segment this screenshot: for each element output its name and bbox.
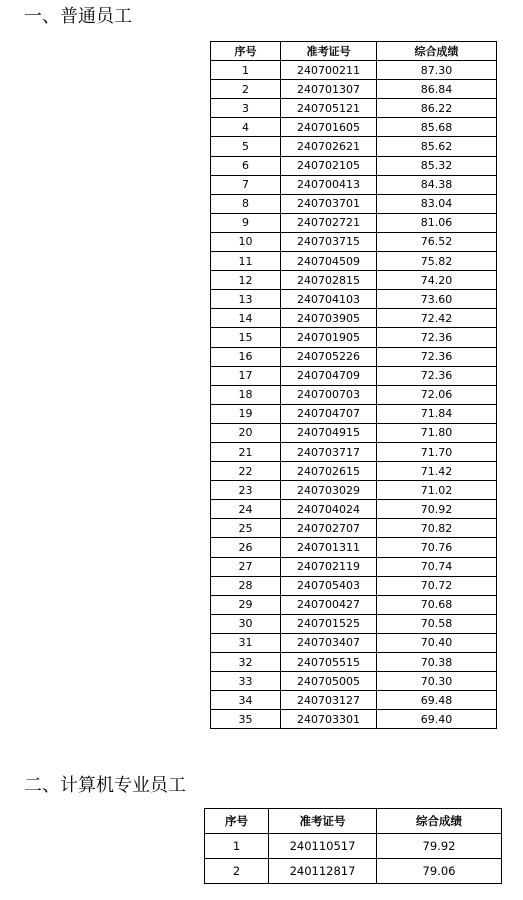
cell-composite-score: 71.80 <box>377 423 497 442</box>
cell-composite-score: 85.62 <box>377 137 497 156</box>
table-row <box>211 61 497 80</box>
table-row <box>211 118 497 137</box>
cell-composite-score: 72.36 <box>377 347 497 366</box>
header-serial-number: 序号 <box>211 42 281 61</box>
table-row <box>211 366 497 385</box>
cell-ticket-number: 240700211 <box>281 61 377 80</box>
table-row <box>211 633 497 652</box>
cell-composite-score: 70.74 <box>377 557 497 576</box>
cell-serial-number: 6 <box>211 156 281 175</box>
cell-ticket-number: 240704103 <box>281 290 377 309</box>
cell-serial-number: 30 <box>211 614 281 633</box>
cell-composite-score: 74.20 <box>377 271 497 290</box>
table-row <box>211 481 497 500</box>
section-title-computer-staff: 二、计算机专业员工 <box>24 775 186 796</box>
cell-composite-score: 72.06 <box>377 385 497 404</box>
table-row <box>211 309 497 328</box>
cell-ticket-number: 240703029 <box>281 481 377 500</box>
cell-ticket-number: 240703717 <box>281 442 377 461</box>
cell-serial-number: 11 <box>211 252 281 271</box>
cell-ticket-number: 240110517 <box>269 834 377 859</box>
cell-ticket-number: 240700703 <box>281 385 377 404</box>
table-row <box>211 423 497 442</box>
cell-composite-score: 81.06 <box>377 213 497 232</box>
cell-composite-score: 71.84 <box>377 404 497 423</box>
cell-ticket-number: 240701311 <box>281 538 377 557</box>
table-header-row <box>211 42 497 61</box>
table-row <box>211 576 497 595</box>
table-row <box>211 328 497 347</box>
cell-composite-score: 70.40 <box>377 633 497 652</box>
cell-ticket-number: 240705121 <box>281 99 377 118</box>
table-row <box>205 859 502 884</box>
cell-ticket-number: 240704709 <box>281 366 377 385</box>
cell-ticket-number: 240703407 <box>281 633 377 652</box>
table-row <box>211 80 497 99</box>
section-title-general-staff: 一、普通员工 <box>24 6 132 27</box>
cell-composite-score: 70.68 <box>377 595 497 614</box>
cell-ticket-number: 240702707 <box>281 519 377 538</box>
table-row <box>211 404 497 423</box>
table-row <box>211 347 497 366</box>
cell-ticket-number: 240703301 <box>281 710 377 729</box>
cell-composite-score: 69.40 <box>377 710 497 729</box>
cell-serial-number: 33 <box>211 672 281 691</box>
cell-ticket-number: 240702615 <box>281 462 377 481</box>
cell-serial-number: 2 <box>211 80 281 99</box>
table-row <box>211 672 497 691</box>
table-row <box>211 557 497 576</box>
cell-serial-number: 2 <box>205 859 269 884</box>
table-row <box>211 213 497 232</box>
header-serial-number: 序号 <box>205 809 269 834</box>
table-row <box>211 290 497 309</box>
cell-composite-score: 70.72 <box>377 576 497 595</box>
cell-ticket-number: 240702815 <box>281 271 377 290</box>
cell-composite-score: 84.38 <box>377 175 497 194</box>
cell-serial-number: 20 <box>211 423 281 442</box>
cell-composite-score: 71.70 <box>377 442 497 461</box>
table-row <box>211 710 497 729</box>
cell-ticket-number: 240703701 <box>281 194 377 213</box>
cell-composite-score: 69.48 <box>377 691 497 710</box>
table-row <box>211 232 497 251</box>
cell-serial-number: 17 <box>211 366 281 385</box>
cell-serial-number: 34 <box>211 691 281 710</box>
cell-composite-score: 72.42 <box>377 309 497 328</box>
table-row <box>211 519 497 538</box>
general-staff-table-body <box>211 61 497 729</box>
cell-serial-number: 31 <box>211 633 281 652</box>
cell-ticket-number: 240704509 <box>281 252 377 271</box>
cell-ticket-number: 240701525 <box>281 614 377 633</box>
cell-serial-number: 12 <box>211 271 281 290</box>
cell-serial-number: 28 <box>211 576 281 595</box>
table-row <box>211 653 497 672</box>
cell-serial-number: 29 <box>211 595 281 614</box>
cell-serial-number: 27 <box>211 557 281 576</box>
cell-ticket-number: 240700427 <box>281 595 377 614</box>
cell-serial-number: 10 <box>211 232 281 251</box>
table-row <box>211 175 497 194</box>
cell-ticket-number: 240112817 <box>269 859 377 884</box>
cell-composite-score: 72.36 <box>377 366 497 385</box>
cell-composite-score: 70.92 <box>377 500 497 519</box>
table-row <box>211 614 497 633</box>
table-row <box>211 194 497 213</box>
header-composite-score: 综合成绩 <box>377 42 497 61</box>
cell-composite-score: 70.76 <box>377 538 497 557</box>
cell-ticket-number: 240705005 <box>281 672 377 691</box>
table-row <box>211 595 497 614</box>
cell-serial-number: 1 <box>211 61 281 80</box>
cell-composite-score: 70.38 <box>377 653 497 672</box>
cell-serial-number: 19 <box>211 404 281 423</box>
cell-ticket-number: 240700413 <box>281 175 377 194</box>
cell-serial-number: 8 <box>211 194 281 213</box>
cell-serial-number: 14 <box>211 309 281 328</box>
cell-ticket-number: 240703905 <box>281 309 377 328</box>
cell-ticket-number: 240703127 <box>281 691 377 710</box>
cell-composite-score: 76.52 <box>377 232 497 251</box>
table-row <box>211 99 497 118</box>
cell-composite-score: 86.22 <box>377 99 497 118</box>
cell-ticket-number: 240701905 <box>281 328 377 347</box>
cell-composite-score: 70.30 <box>377 672 497 691</box>
cell-serial-number: 13 <box>211 290 281 309</box>
cell-composite-score: 86.84 <box>377 80 497 99</box>
cell-composite-score: 83.04 <box>377 194 497 213</box>
cell-serial-number: 22 <box>211 462 281 481</box>
table-row <box>211 252 497 271</box>
cell-ticket-number: 240704024 <box>281 500 377 519</box>
cell-serial-number: 23 <box>211 481 281 500</box>
cell-serial-number: 32 <box>211 653 281 672</box>
cell-ticket-number: 240702119 <box>281 557 377 576</box>
computer-staff-table-body <box>205 834 502 884</box>
cell-serial-number: 5 <box>211 137 281 156</box>
cell-serial-number: 35 <box>211 710 281 729</box>
cell-serial-number: 1 <box>205 834 269 859</box>
cell-serial-number: 18 <box>211 385 281 404</box>
table-row <box>211 500 497 519</box>
cell-ticket-number: 240702621 <box>281 137 377 156</box>
cell-ticket-number: 240704915 <box>281 423 377 442</box>
table-row <box>211 156 497 175</box>
cell-ticket-number: 240704707 <box>281 404 377 423</box>
cell-ticket-number: 240703715 <box>281 232 377 251</box>
cell-composite-score: 70.82 <box>377 519 497 538</box>
header-ticket-number: 准考证号 <box>269 809 377 834</box>
cell-composite-score: 71.02 <box>377 481 497 500</box>
cell-ticket-number: 240701605 <box>281 118 377 137</box>
cell-serial-number: 3 <box>211 99 281 118</box>
cell-serial-number: 16 <box>211 347 281 366</box>
cell-serial-number: 26 <box>211 538 281 557</box>
cell-serial-number: 24 <box>211 500 281 519</box>
cell-composite-score: 85.32 <box>377 156 497 175</box>
cell-ticket-number: 240702105 <box>281 156 377 175</box>
cell-serial-number: 4 <box>211 118 281 137</box>
cell-composite-score: 79.92 <box>377 834 502 859</box>
cell-composite-score: 87.30 <box>377 61 497 80</box>
table-row <box>211 385 497 404</box>
general-staff-score-table <box>210 41 497 729</box>
cell-ticket-number: 240702721 <box>281 213 377 232</box>
table-row <box>211 271 497 290</box>
cell-serial-number: 7 <box>211 175 281 194</box>
table-row <box>211 442 497 461</box>
header-composite-score: 综合成绩 <box>377 809 502 834</box>
cell-composite-score: 79.06 <box>377 859 502 884</box>
cell-composite-score: 72.36 <box>377 328 497 347</box>
computer-staff-score-table <box>204 808 502 884</box>
cell-ticket-number: 240701307 <box>281 80 377 99</box>
cell-composite-score: 70.58 <box>377 614 497 633</box>
table-row <box>211 462 497 481</box>
cell-composite-score: 85.68 <box>377 118 497 137</box>
cell-composite-score: 71.42 <box>377 462 497 481</box>
table-row <box>211 691 497 710</box>
cell-serial-number: 15 <box>211 328 281 347</box>
cell-serial-number: 25 <box>211 519 281 538</box>
header-ticket-number: 准考证号 <box>281 42 377 61</box>
cell-ticket-number: 240705226 <box>281 347 377 366</box>
cell-composite-score: 75.82 <box>377 252 497 271</box>
table-row <box>205 834 502 859</box>
cell-ticket-number: 240705403 <box>281 576 377 595</box>
cell-serial-number: 9 <box>211 213 281 232</box>
table-row <box>211 538 497 557</box>
cell-composite-score: 73.60 <box>377 290 497 309</box>
cell-ticket-number: 240705515 <box>281 653 377 672</box>
cell-serial-number: 21 <box>211 442 281 461</box>
table-header-row <box>205 809 502 834</box>
table-row <box>211 137 497 156</box>
